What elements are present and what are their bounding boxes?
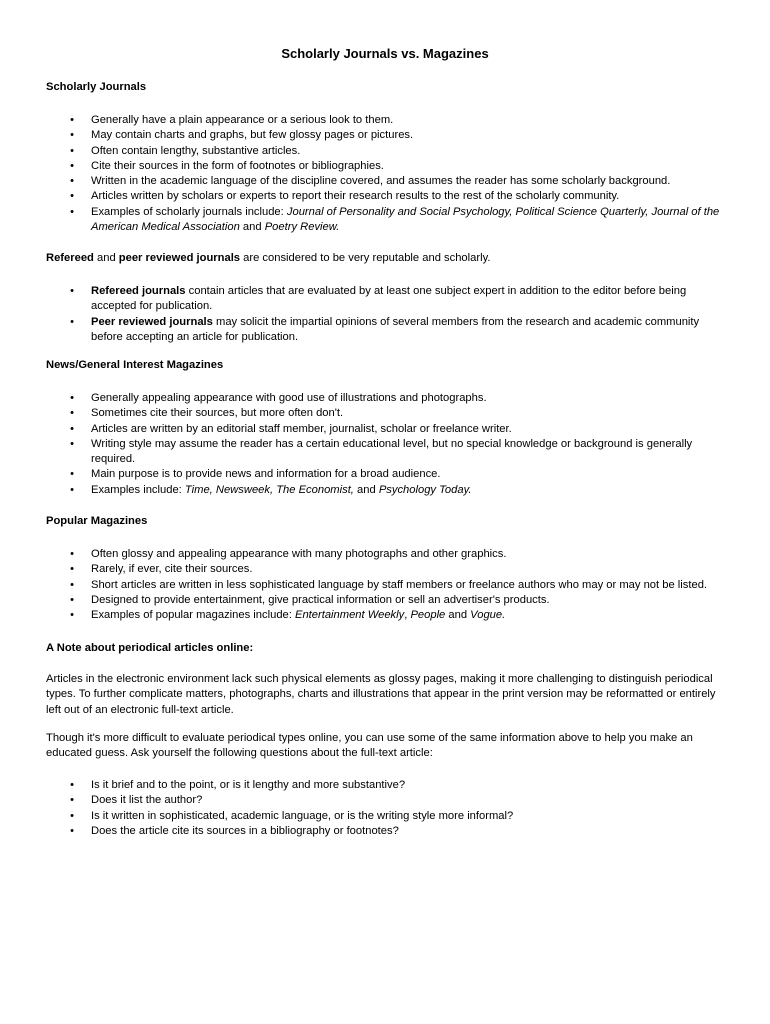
list-item: • Written in the academic language of the discipline covered, and assumes the reader has some scholarly background. bbox=[0, 174, 731, 189]
bullet-icon: • bbox=[70, 285, 74, 297]
note-paragraph-2: Though it's more difficult to evaluate periodical types online, you can use some of the same information above to help you make an educated guess. Ask yourself the following questions about the full-text article: bbox=[46, 732, 693, 760]
list-item: • Often glossy and appealing appearance with many photographs and other graphics. bbox=[0, 547, 731, 562]
bullet-icon: • bbox=[70, 483, 74, 496]
news-heading: News/General Interest Magazines bbox=[46, 359, 224, 371]
refereed-list bbox=[0, 284, 770, 345]
note-heading: A Note about periodical articles online: bbox=[46, 642, 254, 654]
note-paragraph-1: Articles in the electronic environment lack such physical elements as glossy pages, making it more challenging to distinguish periodical types. To further complicate matters, photographs, charts and illustrations that appear in the print version may be reformatted or entirely left out of an electronic full-text article. bbox=[46, 673, 716, 716]
list-item: • Sometimes cite their sources, but more often don't. bbox=[0, 406, 731, 421]
bullet-icon: • bbox=[70, 809, 74, 822]
bullet-icon: • bbox=[70, 437, 74, 450]
list-item: • May contain charts and graphs, but few glossy pages or pictures. bbox=[0, 128, 731, 143]
list-item: • Short articles are written in less sophisticated language by staff members or freelance authors who may or may not be listed. bbox=[0, 578, 731, 593]
note-questions-list bbox=[0, 778, 770, 839]
bullet-icon: • bbox=[70, 205, 74, 218]
list-item: • Main purpose is to provide news and information for a broad audience. bbox=[0, 467, 731, 482]
bullet-icon: • bbox=[70, 422, 74, 435]
list-item: • Articles are written by an editorial staff member, journalist, scholar or freelance writer. bbox=[0, 422, 731, 437]
bullet-icon: • bbox=[70, 315, 74, 328]
list-item: • Peer reviewed journals may solicit the impartial opinions of several members from the research and academic community before accepting an article for publication. bbox=[0, 315, 731, 346]
popular-list bbox=[0, 547, 770, 623]
page-title: Scholarly Journals vs. Magazines bbox=[281, 46, 489, 61]
bullet-icon: • bbox=[70, 563, 74, 576]
list-item: • Designed to provide entertainment, give practical information or sell an advertiser's products. bbox=[0, 593, 731, 608]
bullet-icon: • bbox=[70, 392, 74, 404]
list-item: • Writing style may assume the reader has a certain educational level, but no special knowledge or background is generally required. bbox=[0, 437, 731, 468]
list-item: • Does it list the author? bbox=[0, 793, 731, 808]
list-item: • Is it written in sophisticated, academic language, or is the writing style more informal? bbox=[0, 809, 731, 824]
bullet-icon: • bbox=[70, 190, 74, 203]
list-item: • Cite their sources in the form of footnotes or bibliographies. bbox=[0, 159, 731, 174]
bullet-icon: • bbox=[70, 175, 74, 188]
bullet-icon: • bbox=[70, 129, 74, 142]
list-item: • Rarely, if ever, cite their sources. bbox=[0, 562, 731, 577]
list-item-examples: • Examples include: Time, Newsweek, The Economist, and Psychology Today. bbox=[0, 483, 731, 498]
bullet-icon: • bbox=[70, 794, 74, 807]
list-item-examples: • Examples of scholarly journals include: Journal of Personality and Social Psychology, Political Science Quarterly, Journal of the American Medical Association and Poetry Review. bbox=[0, 205, 731, 236]
refereed-intro: Refereed and peer reviewed journals are considered to be very reputable and scholarly. bbox=[46, 252, 491, 264]
list-item: • Often contain lengthy, substantive articles. bbox=[0, 144, 731, 159]
list-item: • Generally have a plain appearance or a serious look to them. bbox=[0, 113, 731, 128]
bullet-icon: • bbox=[70, 548, 74, 560]
list-item: • Is it brief and to the point, or is it lengthy and more substantive? bbox=[0, 778, 731, 793]
bullet-icon: • bbox=[70, 824, 74, 837]
bullet-icon: • bbox=[70, 468, 74, 481]
bullet-icon: • bbox=[70, 144, 74, 157]
bullet-icon: • bbox=[70, 609, 74, 622]
bullet-icon: • bbox=[70, 407, 74, 420]
scholarly-heading: Scholarly Journals bbox=[46, 81, 147, 93]
bullet-icon: • bbox=[70, 593, 74, 606]
bullet-icon: • bbox=[70, 114, 74, 126]
list-item-examples: • Examples of popular magazines include: Entertainment Weekly, People and Vogue. bbox=[0, 608, 731, 623]
list-item: • Does the article cite its sources in a bibliography or footnotes? bbox=[0, 824, 731, 839]
list-item: • Refereed journals contain articles that are evaluated by at least one subject expert in addition to the editor before being accepted for publication. bbox=[0, 284, 731, 315]
news-list bbox=[0, 391, 770, 498]
list-item: • Generally appealing appearance with good use of illustrations and photographs. bbox=[0, 391, 731, 406]
scholarly-list bbox=[0, 113, 770, 235]
bullet-icon: • bbox=[70, 159, 74, 172]
bullet-icon: • bbox=[70, 779, 74, 791]
list-item: • Articles written by scholars or experts to report their research results to the rest of the scholarly community. bbox=[0, 189, 731, 204]
bullet-icon: • bbox=[70, 578, 74, 591]
popular-heading: Popular Magazines bbox=[46, 515, 148, 527]
